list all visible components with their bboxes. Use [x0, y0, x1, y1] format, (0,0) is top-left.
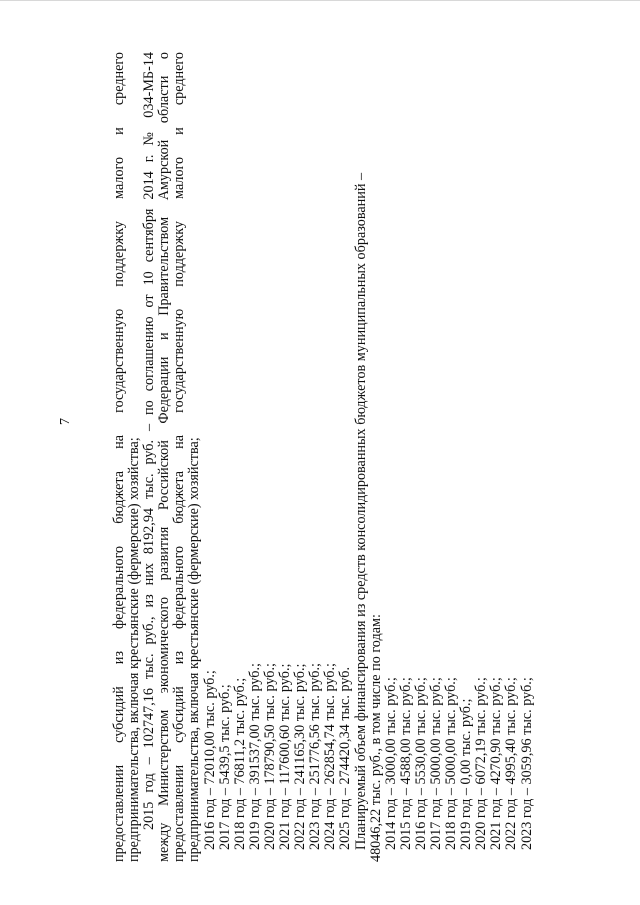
- federal-year-item: 2019 год – 391537,00 тыс. руб.;: [246, 663, 263, 850]
- paragraph-line: между Министерством экономического развития Российской Федерации и Правительством Амурской области о: [156, 52, 173, 862]
- federal-year-item: 2016 год – 72010,00 тыс. руб.;: [201, 670, 218, 850]
- paragraph-line: 2015 год – 102747,16 тыс. руб., из них 8192,94 тыс. руб. – по соглашению от 10 сентября 2014 г. № 034-МБ-14: [141, 52, 158, 830]
- federal-year-item: 2018 год – 76811,2 тыс. руб.;: [231, 677, 248, 850]
- municipal-year-item: 2016 год – 5530,00 тыс. руб.;: [412, 677, 429, 850]
- municipal-year-item: 2018 год – 5000,00 тыс. руб.;: [443, 677, 460, 850]
- page-number: 7: [58, 418, 73, 425]
- municipal-intro-line: 48046,22 тыс. руб., в том числе по годам:: [367, 614, 384, 862]
- document-body: [112, 52, 632, 862]
- federal-year-item: 2023 год – 251776,56 тыс. руб.;: [307, 663, 324, 850]
- municipal-year-item: 2023 год – 3059,96 тыс. руб.;: [518, 677, 535, 850]
- municipal-year-item: 2020 год – 6072,19 тыс. руб.;: [473, 677, 490, 850]
- federal-year-item: 2022 год – 241165,30 тыс. руб.;: [292, 663, 309, 850]
- municipal-year-item: 2022 год – 4995,40 тыс. руб.;: [503, 677, 520, 850]
- municipal-intro-line: Планируемый объем финансирования из средств консолидированных бюджетов муниципальных образований –: [352, 172, 369, 850]
- municipal-year-item: 2021 год – 4270,90 тыс. руб.;: [488, 677, 505, 850]
- paragraph-line: предпринимательства, включая крестьянские (фермерские) хозяйства;: [186, 437, 203, 862]
- paragraph-line: предпринимательства, включая крестьянские (фермерские) хозяйства;: [126, 437, 143, 862]
- federal-year-item: 2025 год – 274420,34 тыс. руб.: [337, 666, 354, 850]
- federal-year-item: 2017 год – 5439,5 тыс. руб.;: [216, 684, 233, 850]
- municipal-year-item: 2017 год – 5000,00 тыс. руб.;: [427, 677, 444, 850]
- paragraph-line: предоставлении субсидий из федерального бюджета на государственную поддержку малого и среднего: [171, 52, 188, 862]
- municipal-year-item: 2014 год – 3000,00 тыс. руб.;: [382, 677, 399, 850]
- federal-year-item: 2020 год – 178790,50 тыс. руб.;: [261, 663, 278, 850]
- federal-year-item: 2021 год – 117600,60 тыс. руб.;: [277, 663, 294, 850]
- municipal-year-item: 2019 год – 0,00 тыс. руб.;: [458, 698, 475, 850]
- municipal-year-item: 2015 год – 4588,00 тыс. руб.;: [397, 677, 414, 850]
- federal-year-item: 2024 год – 262854,74 тыс. руб.;: [322, 663, 339, 850]
- paragraph-line: предоставлении субсидий из федерального бюджета на государственную поддержку малого и среднего: [111, 52, 127, 862]
